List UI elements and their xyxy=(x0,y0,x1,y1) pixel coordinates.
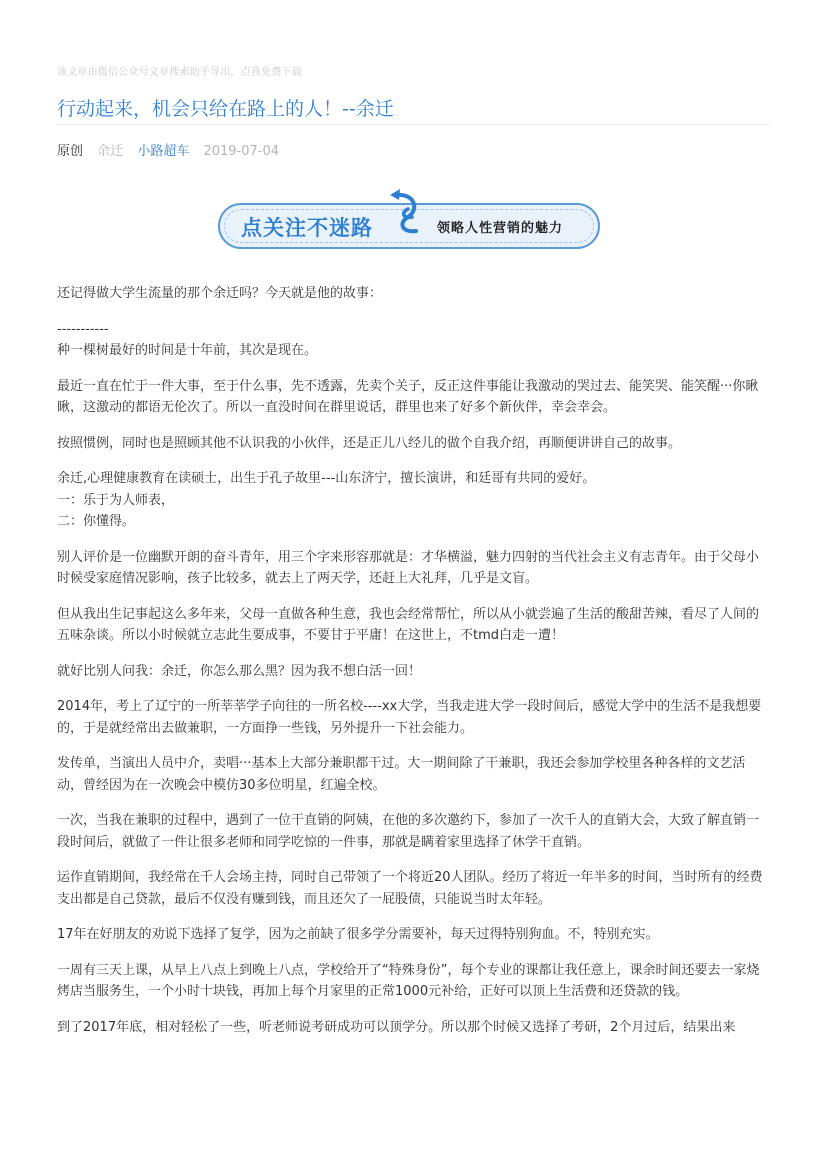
paragraph: 别人评价是一位幽默开朗的奋斗青年，用三个字来形容那就是：才华横溢，魅力四射的当代社会主义有志青年。由于父母小时候受家庭情况影响，孩子比较多，就去上了两天学，还赶上大礼拜，几乎是文盲。 xyxy=(57,549,760,586)
paragraph: 余迁,心理健康教育在读硕士，出生于孔子故里---山东济宁，擅长演讲，和廷哥有共同的爱好。 xyxy=(57,471,596,486)
paragraph: 一周有三天上课，从早上八点上到晚上八点，学校给开了“特殊身份”，每个专业的课都让我任意上，课余时间还要去一家烧烤店当服务生，一个小时十块钱，再加上每个月家里的正常1000元补给，正好可以顶上生活费和还贷款的钱。 xyxy=(57,962,760,999)
paragraph: 发传单，当演出人员中介，卖唱···基本上大部分兼职都干过。大一期间除了干兼职，我还会参加学校里各种各样的文艺活动，曾经因为在一次晚会中模仿30多位明星，红遍全校。 xyxy=(57,756,746,793)
publish-date: 2019-07-04 xyxy=(203,144,280,159)
paragraph: 2014年，考上了辽宁的一所莘莘学子向往的一所名校----xx大学，当我走进大学一段时间后，感觉大学中的生活不是我想要的，于是就经常出去做兼职，一方面挣一些钱，另外提升一下社会能力。 xyxy=(57,699,762,736)
paragraph: 但从我出生记事起这么多年来，父母一直做各种生意，我也会经常帮忙，所以从小就尝遍了生活的酸甜苦辣，看尽了人间的五味杂谈。所以小时候就立志此生要成事，不要甘于平庸！在这世上，不tmd白走一遭！ xyxy=(57,606,760,643)
paragraph: 一次，当我在兼职的过程中，遇到了一位干直销的阿姨，在他的多次邀约下，参加了一次千人的直销大会，大致了解直销一段时间后，就做了一件让很多老师和同学吃惊的一件事，那就是瞒着家里选择了休学干直销。 xyxy=(57,813,760,850)
paragraph: 最近一直在忙于一件大事，至于什么事，先不透露，先卖个关子，反正这件事能让我激动的哭过去、能笑哭、能笑醒···你瞅瞅，这激动的都语无伦次了。所以一直没时间在群里说话，群里也来了好多个新伙伴，幸会幸会。 xyxy=(57,378,759,415)
original-label: 原创 xyxy=(57,144,84,159)
paragraph: 按照惯例，同时也是照顾其他不认识我的小伙伴，还是正儿八经儿的做个自我介绍，再顺便讲讲自己的故事。 xyxy=(57,435,682,451)
list-item: 一：乐于为人师表， xyxy=(57,492,175,508)
paragraph: 还记得做大学生流量的那个余迁吗？今天就是他的故事： xyxy=(57,286,383,301)
list-item: 二：你懂得。 xyxy=(57,514,136,529)
paragraph: 运作直销期间，我经常在千人会场主持，同时自己带领了一个将近20人团队。经历了将近一年半多的时间，当时所有的经费支出都是自己贷款，最后不仅没有赚到钱，而且还欠了一屁股债，只能说当时太年轻。 xyxy=(57,870,763,907)
separator-line: ----------- xyxy=(57,321,109,337)
article-meta xyxy=(57,140,289,159)
banner-slogan-text: 领略人性营销的魅力 xyxy=(437,221,564,236)
paragraph: 17年在好朋友的劝说下选择了复学，因为之前缺了很多学分需要补，每天过得特别狗血。不，特别充实。 xyxy=(57,927,659,942)
article-body xyxy=(57,283,770,1052)
article-title: 行动起来，机会只给在路上的人！--余迁 xyxy=(57,98,394,120)
author-name: 余迁 xyxy=(97,144,124,159)
follow-banner xyxy=(218,187,603,253)
export-notice-link[interactable]: 该文章由微信公众号文章搜索助手导出，点我免费下载 xyxy=(57,67,302,78)
banner-follow-text: 点关注不迷路 xyxy=(241,216,373,240)
title-divider xyxy=(57,124,770,125)
account-link[interactable]: 小路超车 xyxy=(137,144,190,159)
paragraph: 种一棵树最好的时间是十年前，其次是现在。 xyxy=(57,343,318,358)
swirl-arrow-icon xyxy=(386,187,426,239)
paragraph: 到了2017年底，相对轻松了一些，听老师说考研成功可以顶学分。所以那个时候又选择了考研，2个月过后，结果出来 xyxy=(57,1019,736,1035)
paragraph: 就好比别人问我：余迁，你怎么那么黑？因为我不想白活一回！ xyxy=(57,663,422,679)
